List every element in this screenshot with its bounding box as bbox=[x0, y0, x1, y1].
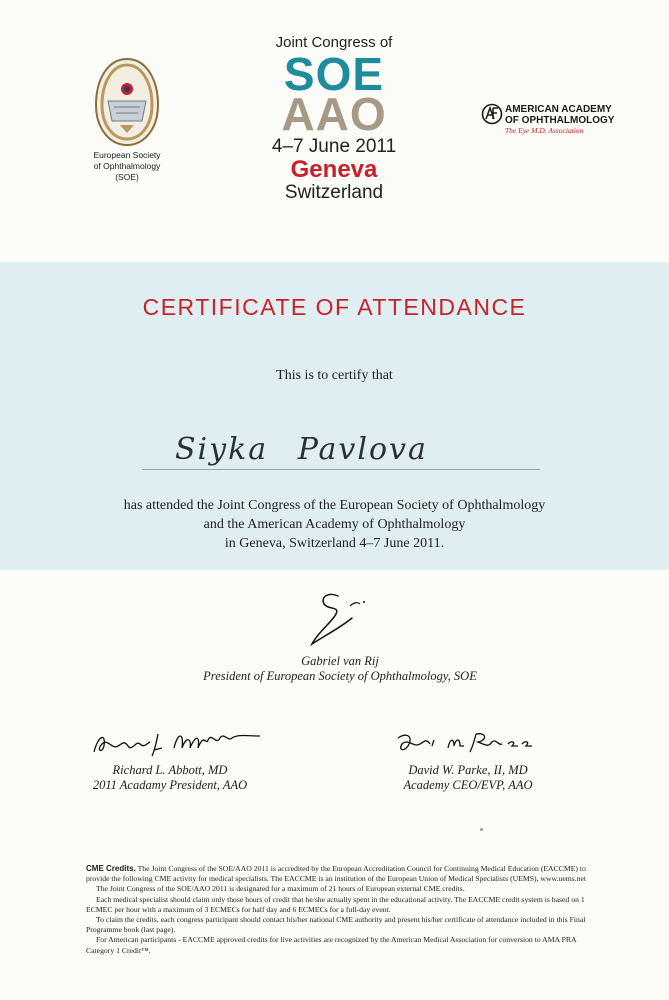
attendance-statement bbox=[0, 496, 669, 553]
recipient-name: Siyka Pavlova bbox=[175, 432, 428, 467]
signature-parke bbox=[392, 728, 542, 758]
aao-name-line: AMERICAN ACADEMY bbox=[505, 104, 612, 115]
cme-text: The Joint Congress of the SOE/AAO 2011 is accredited by the European Accreditation Council for Continuing Medical Education (EACCME) to provide the following CME activity for medical specialists. The EACCME is an institution of the European Union of Medical Specialists (UEMS), www.uems.net bbox=[86, 864, 587, 884]
soe-title: SOE bbox=[283, 48, 385, 100]
certify-text: This is to certify that bbox=[276, 368, 393, 383]
signatory-title: Academy CEO/EVP, AAO bbox=[403, 778, 533, 792]
attendance-line: in Geneva, Switzerland 4–7 June 2011. bbox=[224, 536, 445, 551]
congress-city: Geneva bbox=[290, 156, 378, 183]
signatory-name: Gabriel van Rij bbox=[301, 654, 379, 668]
congress-header bbox=[234, 34, 434, 204]
signatory-title: 2011 Acadamy President, AAO bbox=[92, 778, 248, 792]
cme-paragraph: For American participants - EACCME approved credits for live activities are recognized by the American Medical Association for conversion to AMA PRA Category 1 Credit™. bbox=[86, 935, 577, 955]
signatory-name: David W. Parke, II, MD bbox=[408, 763, 528, 777]
soe-crest-logo bbox=[94, 57, 160, 147]
signatory-left bbox=[60, 763, 280, 793]
aao-name-line: OF OPHTHALMOLOGY bbox=[505, 115, 615, 126]
signatory-title: President of European Society of Ophthalmology, SOE bbox=[203, 669, 477, 683]
signatory-top bbox=[180, 654, 500, 684]
joint-congress-label: Joint Congress of bbox=[275, 34, 393, 51]
soe-caption-line: of Ophthalmology bbox=[93, 161, 161, 171]
congress-country: Switzerland bbox=[284, 182, 384, 203]
congress-dates: 4–7 June 2011 bbox=[271, 136, 397, 157]
soe-caption-line: (SOE) bbox=[115, 172, 139, 182]
attendance-line: has attended the Joint Congress of the European Society of Ophthalmology bbox=[123, 498, 546, 513]
soe-caption-line: European Society bbox=[93, 150, 161, 160]
cme-paragraph: To claim the credits, each congress participant should contact his/her national CME authority and present his/her certificate of attendance included in this Final Programme book (last page). bbox=[86, 915, 586, 935]
certificate-title: CERTIFICATE OF ATTENDANCE bbox=[142, 294, 527, 320]
cme-paragraph: The Joint Congress of the SOE/AAO 2011 is designated for a maximum of 21 hours of European external CME credits. bbox=[96, 884, 465, 894]
cme-paragraph: Each medical specialist should claim only those hours of credit that he/she actually spent in the educational activity. The EACCME credit system is based on 1 ECMEC per hour with a maximum of 3 ECMECs for half day and 6 ECMECs for a full-day event. bbox=[86, 894, 585, 914]
cme-credits-section bbox=[86, 864, 606, 956]
signature-van-rij bbox=[300, 588, 380, 650]
signature-abbott bbox=[88, 726, 268, 762]
cme-heading: CME Credits. bbox=[86, 864, 136, 873]
aao-logo-icon bbox=[481, 103, 503, 125]
name-underline bbox=[142, 469, 540, 470]
paper-mark bbox=[480, 828, 483, 831]
cme-paragraph bbox=[86, 864, 606, 884]
signatory-right bbox=[358, 763, 578, 793]
aao-title: AAO bbox=[281, 88, 387, 140]
aao-tagline: The Eye M.D. Association bbox=[505, 126, 584, 135]
aao-wordmark bbox=[505, 104, 645, 136]
soe-caption bbox=[70, 150, 184, 183]
signatory-name: Richard L. Abbott, MD bbox=[112, 763, 228, 777]
attendance-line: and the American Academy of Ophthalmology bbox=[203, 517, 466, 532]
